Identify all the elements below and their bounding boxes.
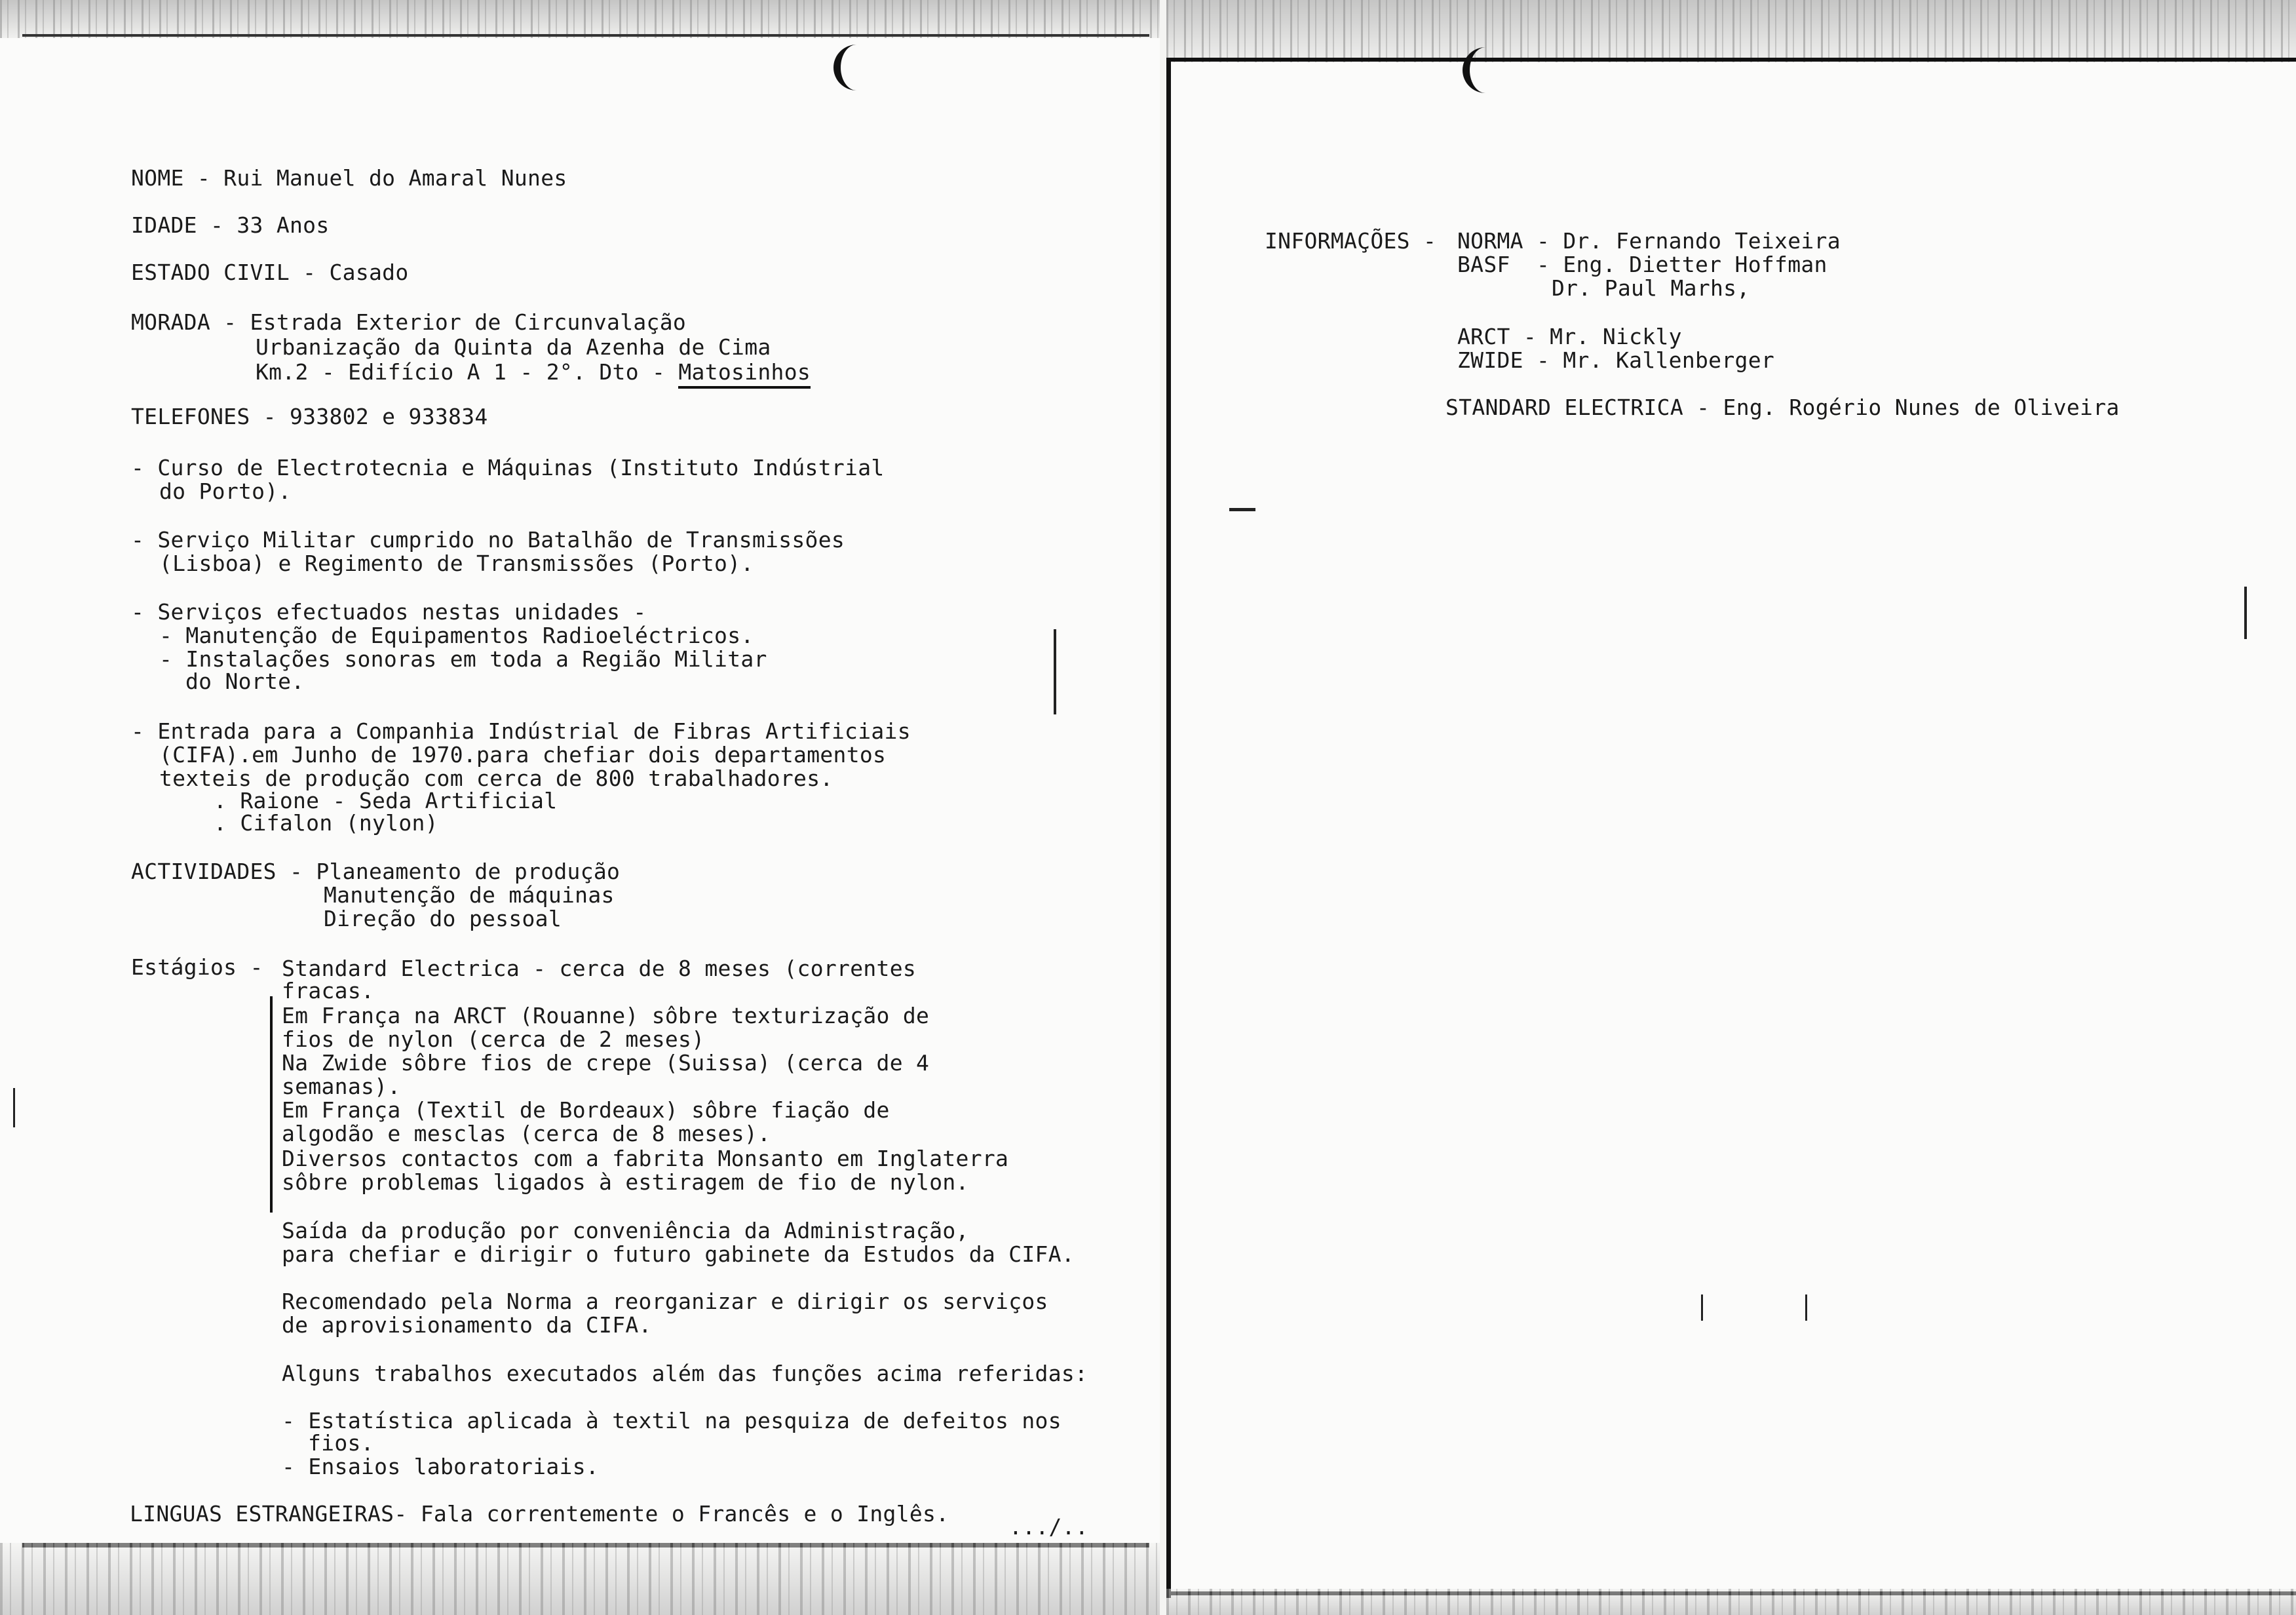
margin-stroke [1054,629,1056,714]
ensaios-line: - Ensaios laboratoriais. [282,1454,600,1479]
informacoes-line-5: ZWIDE - Mr. Kallenberger [1457,347,1775,373]
margin-stroke [2244,587,2247,639]
entrada-line-3: texteis de produção com cerca de 800 trabalhadores. [159,766,833,791]
saida-line-2: para chefiar e dirigir o futuro gabinete da Estudos da CIFA. [282,1241,1075,1267]
militar-line-1: - Serviço Militar cumprido no Batalhão de Transmissões [131,527,845,553]
estagios-line-8: algodão e mesclas (cerca de 8 meses). [282,1121,771,1146]
estagios-line-1: Standard Electrica - cerca de 8 meses (correntes [282,956,917,981]
margin-stroke [1805,1294,1807,1321]
estagios-line-5: Na Zwide sôbre fios de crepe (Suissa) (cerca de 4 [282,1050,930,1076]
actividades-line-3: Direção do pessoal [324,906,562,931]
curso-line-2: do Porto). [159,478,292,504]
morada-city: Matosinhos [678,359,811,389]
estatistica-line-1: - Estatística aplicada à textil na pesquiza de defeitos nos [282,1408,1062,1433]
staple-mark [1463,47,1509,93]
entrada-line-4: . Raione - Seda Artificial [214,788,558,813]
servicos-line-1: - Serviços efectuados nestas unidades - [131,599,647,625]
staple-mark [833,45,880,90]
informacoes-label: INFORMAÇÕES - [1265,228,1450,254]
scan-edge-top [0,0,1160,38]
linguas-line: LINGUAS ESTRANGEIRAS- Fala correntemente o Francês e o Inglês. [130,1501,949,1527]
estagios-bracket [270,996,273,1213]
curso-line-1: - Curso de Electrotecnia e Máquinas (Instituto Indústrial [131,455,885,480]
nome-line: NOME - Rui Manuel do Amaral Nunes [131,165,567,191]
left-rule [1166,58,1171,1598]
morada-line-2: Urbanização da Quinta da Azenha de Cima [256,334,771,360]
servicos-line-3: - Instalações sonoras em toda a Região Militar [159,646,767,672]
entrada-line-1: - Entrada para a Companhia Indústrial de Fibras Artificiais [131,718,911,744]
informacoes-line-6: STANDARD ELECTRICA - Eng. Rogério Nunes de Oliveira [1445,395,2120,420]
idade-line: IDADE - 33 Anos [131,212,330,238]
estagios-line-3: Em França na ARCT (Rouanne) sôbre texturização de [282,1003,930,1028]
scan-edge-bottom [0,1543,1160,1615]
saida-line-1: Saída da produção por conveniência da Administração, [282,1218,969,1243]
margin-stroke [1229,508,1255,511]
scan-edge-top [1166,0,2296,62]
estatistica-line-2: fios. [308,1430,374,1456]
morada-street: Km.2 - Edifício A 1 - 2°. Dto - [256,359,679,385]
estagios-label: Estágios - [131,954,277,980]
estagios-line-9: Diversos contactos com a fabrita Monsanto em Inglaterra [282,1146,1009,1171]
top-rule [22,34,1149,37]
recomendado-line-2: de aprovisionamento da CIFA. [282,1312,652,1338]
entrada-line-2: (CIFA).em Junho de 1970.para chefiar dois departamentos [159,742,887,768]
estagios-line-7: Em França (Textil de Bordeaux) sôbre fiação de [282,1097,890,1123]
militar-line-2: (Lisboa) e Regimento de Transmissões (Porto). [159,551,754,576]
right-page [1166,0,2296,1615]
telefones-line: TELEFONES - 933802 e 933834 [131,404,488,429]
alguns-line: Alguns trabalhos executados além das funções acima referidas: [282,1361,1088,1386]
recomendado-line-1: Recomendado pela Norma a reorganizar e dirigir os serviços [282,1289,1048,1314]
morada-line-3 [256,360,811,384]
morada-line-1: MORADA - Estrada Exterior de Circunvalação [131,309,687,335]
estagios-line-6: semanas). [282,1074,401,1099]
entrada-line-5: . Cifalon (nylon) [214,810,438,836]
estagios-line-2: fracas. [282,978,375,1003]
continuation-mark: .../.. [1009,1514,1089,1540]
actividades-line-1: ACTIVIDADES - Planeamento de produção [131,859,621,884]
estagios-line-10: sôbre problemas ligados à estiragem de fio de nylon. [282,1169,969,1195]
scan-edge-bottom [1166,1589,2296,1615]
estagios-line-4: fios de nylon (cerca de 2 meses) [282,1026,705,1052]
servicos-line-2: - Manutenção de Equipamentos Radioeléctricos. [159,623,754,648]
informacoes-line-4: ARCT - Mr. Nickly [1457,324,1682,349]
top-rule [1166,58,2296,62]
informacoes-line-2: BASF - Eng. Dietter Hoffman [1457,252,1827,277]
informacoes-line-1: NORMA - Dr. Fernando Teixeira [1457,228,1841,254]
margin-stroke [13,1088,15,1127]
informacoes-line-3: Dr. Paul Marhs, [1552,275,1750,301]
estado-civil-line: ESTADO CIVIL - Casado [131,260,409,285]
servicos-line-4: do Norte. [185,669,305,694]
margin-stroke [1701,1294,1703,1321]
actividades-line-2: Manutenção de máquinas [324,882,615,908]
